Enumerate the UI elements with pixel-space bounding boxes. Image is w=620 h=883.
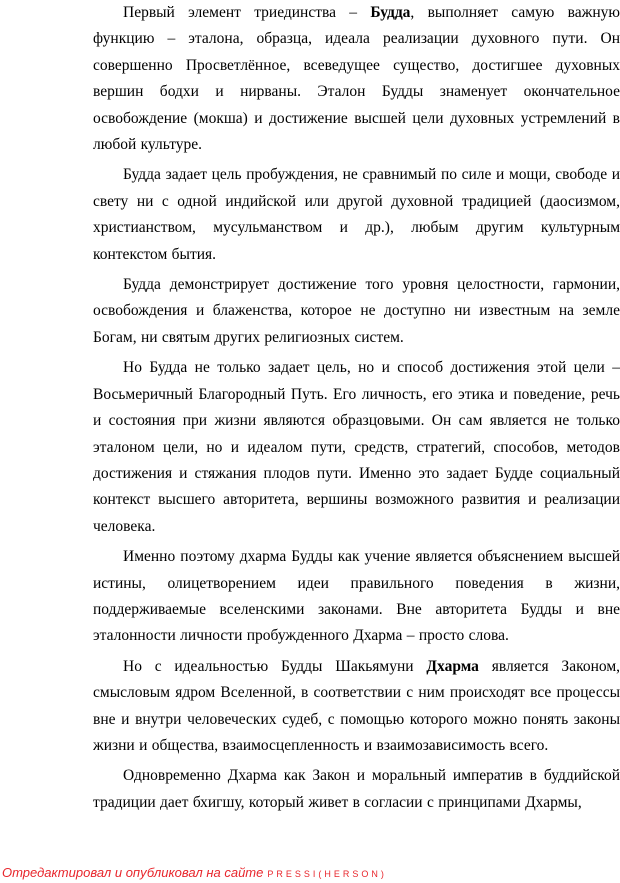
paragraph-4 xyxy=(93,355,620,540)
term-buddha: Будда xyxy=(370,4,411,21)
paragraph-7 xyxy=(93,763,620,816)
paragraph-6 xyxy=(93,654,620,760)
paragraph-3-text: Будда демонстрирует достижение того уровня целостности, гармонии, освобождения и блаженства, которое не доступно ни известным на земле Богам, ни святым других религиозных систем. xyxy=(93,276,620,346)
paragraph-1-text: Первый элемент триединства – xyxy=(123,4,371,21)
paragraph-2-text: Будда задает цель пробуждения, не сравнимый по силе и мощи, свободе и свету ни с одной индийской или другой духовной традицией (даосизмом, христианством, мусульманством и др.), любым другим культурным контекстом бытия. xyxy=(93,166,620,263)
paragraph-6-text: Но с идеальностью Будды Шакьямуни xyxy=(123,657,427,675)
paragraph-4-text: Но Будда не только задает цель, но и способ достижения этой цели – Восьмеричный Благородный Путь. Его личность, его этика и поведение, речь и состояния при жизни являются образцовыми. Он сам является не только эталоном цели, но и идеалом пути, средств, стратегий, способов, методов достижения и стяжания плодов пути. Именно это задает Будде социальный контекст высшего авторитета, вершины возможного развития и реализации человека. xyxy=(93,359,620,535)
paragraph-7-text: Одновременно Дхарма как Закон и моральный императив в буддийской традиции дает бхигшу, который живет в согласии с принципами Дхармы, xyxy=(93,767,620,811)
paragraph-1 xyxy=(93,0,620,158)
paragraph-5 xyxy=(93,544,620,650)
document-page xyxy=(93,0,620,860)
term-dharma: Дхарма xyxy=(426,657,479,675)
paragraph-1-text-cont: , выполняет самую важную функцию – эталона, образца, идеала реализации духовного пути. Он совершенно Просветлённое, всеведущее существо, достигшее духовных вершин бодхи и нирваны. Эталон Будды знаменует окончательное освобождение (мокша) и достижение высшей цели духовных устремлений в любой культуре. xyxy=(93,4,620,154)
site-brand-link[interactable]: PRESSI(HERSON) xyxy=(267,869,387,879)
paragraph-2 xyxy=(93,162,620,268)
paragraph-3 xyxy=(93,272,620,351)
paragraph-6-text-cont: является Законом, смысловым ядром Вселенной, в соответствии с ним происходят все процессы вне и внутри человеческих судеб, с помощью которого можно понять законы жизни и общества, взаимосцепленность и взаимозависимость всего. xyxy=(93,657,620,754)
publisher-footer xyxy=(2,864,387,882)
footer-text: Отредактировал и опубликовал на сайте xyxy=(2,865,264,880)
paragraph-5-text: Именно поэтому дхарма Будды как учение является объяснением высшей истины, олицетворением идеи правильного поведения в жизни, поддерживаемые вселенскими законами. Вне авторитета Будды и вне эталонности личности пробужденного Дхарма – просто слова. xyxy=(93,548,620,645)
